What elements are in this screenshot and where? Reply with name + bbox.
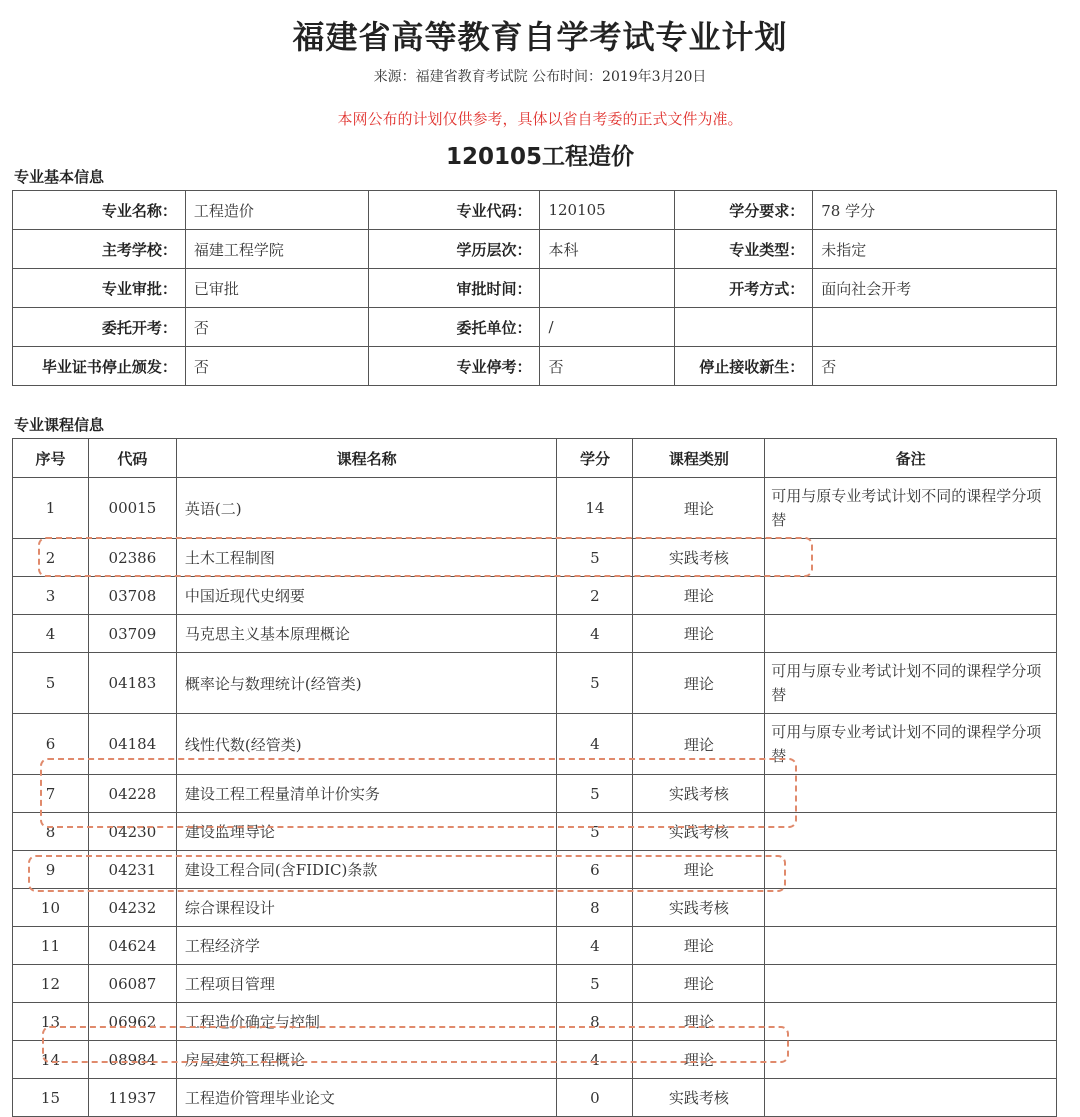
info-value: 面向社会开考 xyxy=(813,269,1057,308)
info-value: 否 xyxy=(813,347,1057,386)
course-credit: 4 xyxy=(557,615,633,653)
course-code: 06087 xyxy=(88,965,176,1003)
course-name: 中国近现代史纲要 xyxy=(176,577,557,615)
header-name: 课程名称 xyxy=(176,439,557,478)
course-info-heading: 专业课程信息 xyxy=(14,416,105,434)
course-note xyxy=(765,775,1057,813)
info-label: 专业代码： xyxy=(368,191,540,230)
course-code: 04228 xyxy=(88,775,176,813)
course-credit: 4 xyxy=(557,927,633,965)
info-value: 否 xyxy=(185,308,368,347)
course-row xyxy=(13,889,1057,927)
course-note xyxy=(765,927,1057,965)
course-row xyxy=(13,653,1057,714)
course-credit: 4 xyxy=(557,714,633,775)
course-row xyxy=(13,615,1057,653)
course-name: 综合课程设计 xyxy=(176,889,557,927)
info-label: 毕业证书停止颁发： xyxy=(13,347,186,386)
info-label: 开考方式： xyxy=(675,269,813,308)
info-label: 专业停考： xyxy=(368,347,540,386)
header-type: 课程类别 xyxy=(633,439,765,478)
course-code: 04232 xyxy=(88,889,176,927)
header-credit: 学分 xyxy=(557,439,633,478)
course-row xyxy=(13,1003,1057,1041)
course-credit: 5 xyxy=(557,775,633,813)
header-note: 备注 xyxy=(765,439,1057,478)
course-note: 可用与原专业考试计划不同的课程学分项替 xyxy=(765,478,1057,539)
course-code: 04184 xyxy=(88,714,176,775)
course-type: 实践考核 xyxy=(633,1079,765,1117)
course-name: 建设工程合同(含FIDIC)条款 xyxy=(176,851,557,889)
course-code: 11937 xyxy=(88,1079,176,1117)
header-no: 序号 xyxy=(13,439,89,478)
course-no: 11 xyxy=(13,927,89,965)
course-name: 马克思主义基本原理概论 xyxy=(176,615,557,653)
course-credit: 5 xyxy=(557,813,633,851)
course-table xyxy=(12,438,1057,1117)
course-note xyxy=(765,889,1057,927)
course-name: 土木工程制图 xyxy=(176,539,557,577)
info-label: 学历层次： xyxy=(368,230,540,269)
info-label: 专业名称： xyxy=(13,191,186,230)
course-type: 实践考核 xyxy=(633,813,765,851)
info-value: / xyxy=(540,308,675,347)
course-row xyxy=(13,478,1057,539)
info-label: 审批时间： xyxy=(368,269,540,308)
basic-info-table xyxy=(12,190,1057,386)
course-type: 理论 xyxy=(633,478,765,539)
course-note: 可用与原专业考试计划不同的课程学分项替 xyxy=(765,714,1057,775)
course-no: 14 xyxy=(13,1041,89,1079)
course-no: 12 xyxy=(13,965,89,1003)
course-name: 工程经济学 xyxy=(176,927,557,965)
course-type: 理论 xyxy=(633,851,765,889)
course-name: 建设监理导论 xyxy=(176,813,557,851)
course-code: 04230 xyxy=(88,813,176,851)
basic-info-heading: 专业基本信息 xyxy=(14,168,105,186)
course-name: 工程项目管理 xyxy=(176,965,557,1003)
info-row xyxy=(13,230,1057,269)
course-type: 理论 xyxy=(633,714,765,775)
course-type: 理论 xyxy=(633,965,765,1003)
info-label: 停止接收新生： xyxy=(675,347,813,386)
course-type: 理论 xyxy=(633,577,765,615)
source-line: 来源：福建省教育考试院 公布时间：2019年3月20日 xyxy=(373,69,707,85)
info-value: 否 xyxy=(540,347,675,386)
course-name: 线性代数(经管类) xyxy=(176,714,557,775)
info-label: 学分要求： xyxy=(675,191,813,230)
course-name: 英语(二) xyxy=(176,478,557,539)
course-note xyxy=(765,577,1057,615)
course-type: 理论 xyxy=(633,1041,765,1079)
info-row xyxy=(13,269,1057,308)
notice-text: 本网公布的计划仅供参考，具体以省自考委的正式文件为准。 xyxy=(337,110,743,128)
header-code: 代码 xyxy=(88,439,176,478)
info-value xyxy=(813,308,1057,347)
course-credit: 5 xyxy=(557,653,633,714)
course-code: 04183 xyxy=(88,653,176,714)
info-value: 工程造价 xyxy=(185,191,368,230)
info-row xyxy=(13,308,1057,347)
info-label: 专业类型： xyxy=(675,230,813,269)
course-no: 10 xyxy=(13,889,89,927)
course-no: 6 xyxy=(13,714,89,775)
course-credit: 5 xyxy=(557,539,633,577)
course-credit: 4 xyxy=(557,1041,633,1079)
course-no: 13 xyxy=(13,1003,89,1041)
course-type: 实践考核 xyxy=(633,775,765,813)
course-row xyxy=(13,539,1057,577)
course-type: 理论 xyxy=(633,615,765,653)
course-row xyxy=(13,1041,1057,1079)
course-note: 可用与原专业考试计划不同的课程学分项替 xyxy=(765,653,1057,714)
info-value: 未指定 xyxy=(813,230,1057,269)
course-row xyxy=(13,775,1057,813)
course-credit: 14 xyxy=(557,478,633,539)
course-code: 03708 xyxy=(88,577,176,615)
course-code: 03709 xyxy=(88,615,176,653)
course-note xyxy=(765,1079,1057,1117)
course-type: 理论 xyxy=(633,1003,765,1041)
course-row xyxy=(13,965,1057,1003)
info-label: 专业审批： xyxy=(13,269,186,308)
course-no: 8 xyxy=(13,813,89,851)
course-credit: 0 xyxy=(557,1079,633,1117)
course-note xyxy=(765,851,1057,889)
course-no: 2 xyxy=(13,539,89,577)
info-value: 120105 xyxy=(540,191,675,230)
course-code: 08984 xyxy=(88,1041,176,1079)
course-row xyxy=(13,714,1057,775)
course-table-header xyxy=(13,439,1057,478)
course-type: 理论 xyxy=(633,927,765,965)
course-row xyxy=(13,577,1057,615)
course-no: 3 xyxy=(13,577,89,615)
course-code: 00015 xyxy=(88,478,176,539)
course-note xyxy=(765,539,1057,577)
course-note xyxy=(765,615,1057,653)
course-credit: 6 xyxy=(557,851,633,889)
info-value: 78 学分 xyxy=(813,191,1057,230)
info-label xyxy=(675,308,813,347)
course-row xyxy=(13,851,1057,889)
course-no: 4 xyxy=(13,615,89,653)
course-name: 概率论与数理统计(经管类) xyxy=(176,653,557,714)
course-credit: 8 xyxy=(557,889,633,927)
info-label: 主考学校： xyxy=(13,230,186,269)
course-no: 7 xyxy=(13,775,89,813)
page-title: 福建省高等教育自学考试专业计划 xyxy=(292,18,788,56)
course-note xyxy=(765,813,1057,851)
course-name: 房屋建筑工程概论 xyxy=(176,1041,557,1079)
course-no: 5 xyxy=(13,653,89,714)
course-type: 理论 xyxy=(633,653,765,714)
info-value: 否 xyxy=(185,347,368,386)
info-value xyxy=(540,269,675,308)
info-value: 本科 xyxy=(540,230,675,269)
course-row xyxy=(13,927,1057,965)
info-row xyxy=(13,191,1057,230)
course-no: 9 xyxy=(13,851,89,889)
course-row xyxy=(13,1079,1057,1117)
info-label: 委托开考： xyxy=(13,308,186,347)
course-code: 02386 xyxy=(88,539,176,577)
course-note xyxy=(765,1041,1057,1079)
info-value: 已审批 xyxy=(185,269,368,308)
course-type: 实践考核 xyxy=(633,539,765,577)
course-code: 04231 xyxy=(88,851,176,889)
course-note xyxy=(765,965,1057,1003)
info-row xyxy=(13,347,1057,386)
course-name: 建设工程工程量清单计价实务 xyxy=(176,775,557,813)
course-name: 工程造价管理毕业论文 xyxy=(176,1079,557,1117)
course-credit: 8 xyxy=(557,1003,633,1041)
course-type: 实践考核 xyxy=(633,889,765,927)
major-title: 120105工程造价 xyxy=(445,144,635,170)
course-no: 1 xyxy=(13,478,89,539)
info-label: 委托单位： xyxy=(368,308,540,347)
course-code: 04624 xyxy=(88,927,176,965)
course-credit: 5 xyxy=(557,965,633,1003)
course-row xyxy=(13,813,1057,851)
course-name: 工程造价确定与控制 xyxy=(176,1003,557,1041)
info-value: 福建工程学院 xyxy=(185,230,368,269)
course-note xyxy=(765,1003,1057,1041)
course-credit: 2 xyxy=(557,577,633,615)
course-code: 06962 xyxy=(88,1003,176,1041)
course-no: 15 xyxy=(13,1079,89,1117)
